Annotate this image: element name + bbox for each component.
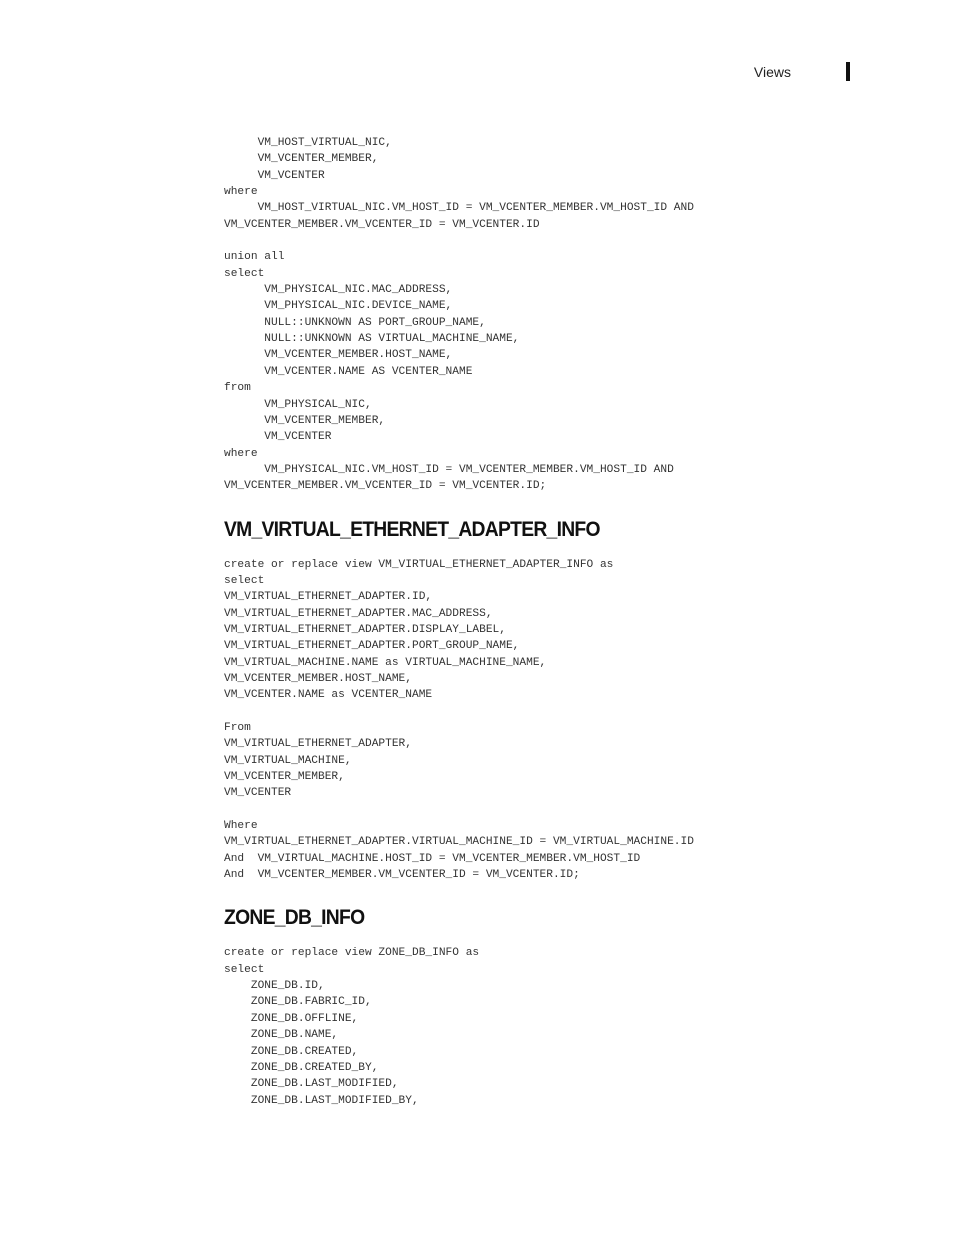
code-block-vm-virtual-ethernet-adapter-info: create or replace view VM_VIRTUAL_ETHERNET_ADAPTER_INFO as select VM_VIRTUAL_ETHERNET_ADAPTER.ID, VM_VIRTUAL_ETHERNET_ADAPTER.MAC_ADDRESS, VM_VIRTUAL_ETHERNET_ADAPTER.DISPLAY_LABEL, VM_VIRTUAL_ETHERNET_ADAPTER.PORT_GROUP_NAME, VM_VIRTUAL_MACHINE.NAME as VIRTUAL_MACHINE_NAME, VM_VCENTER_MEMBER.HOST_NAME, VM_VCENTER.NAME as VCENTER_NAME From VM_VIRTUAL_ETHERNET_ADAPTER, VM_VIRTUAL_MACHINE, VM_VCENTER_MEMBER, VM_VCENTER Where VM_VIRTUAL_ETHERNET_ADAPTER.VIRTUAL_MACHINE_ID = VM_VIRTUAL_MACHINE.ID And VM_VIRTUAL_MACHINE.HOST_ID = VM_VCENTER_MEMBER.VM_HOST_ID And VM_VCENTER_MEMBER.VM_VCENTER_ID = VM_VCENTER.ID; xyxy=(224,558,694,882)
code-block-zone-db-info: create or replace view ZONE_DB_INFO as select ZONE_DB.ID, ZONE_DB.FABRIC_ID, ZONE_DB.OFFLINE, ZONE_DB.NAME, ZONE_DB.CREATED, ZONE_DB.CREATED_BY, ZONE_DB.LAST_MODIFIED, ZONE_DB.LAST_MODIFIED_BY, xyxy=(224,947,480,1107)
section-heading-zone-db-info: ZONE_DB_INFO xyxy=(224,906,365,930)
header-marker-bar xyxy=(846,62,850,81)
section-heading-vm-virtual-ethernet-adapter-info: VM_VIRTUAL_ETHERNET_ADAPTER_INFO xyxy=(224,517,600,541)
running-header-title: Views xyxy=(753,64,791,80)
code-block-network-interfaces-view: VM_HOST_VIRTUAL_NIC, VM_VCENTER_MEMBER, VM_VCENTER where VM_HOST_VIRTUAL_NIC.VM_HOST_ID = VM_VCENTER_MEMBER.VM_HOST_ID AND VM_VCENTER_MEMBER.VM_VCENTER_ID = VM_VCENTER.ID union all select VM_PHYSICAL_NIC.MAC_ADDRESS, VM_PHYSICAL_NIC.DEVICE_NAME, NULL::UNKNOWN AS PORT_GROUP_NAME, NULL::UNKNOWN AS VIRTUAL_MACHINE_NAME, VM_VCENTER_MEMBER.HOST_NAME, VM_VCENTER.NAME AS VCENTER_NAME from VM_PHYSICAL_NIC, VM_VCENTER_MEMBER, VM_VCENTER where VM_PHYSICAL_NIC.VM_HOST_ID = VM_VCENTER_MEMBER.VM_HOST_ID AND VM_VCENTER_MEMBER.VM_VCENTER_ID = VM_VCENTER.ID; xyxy=(224,137,694,493)
page-content xyxy=(224,135,864,1109)
